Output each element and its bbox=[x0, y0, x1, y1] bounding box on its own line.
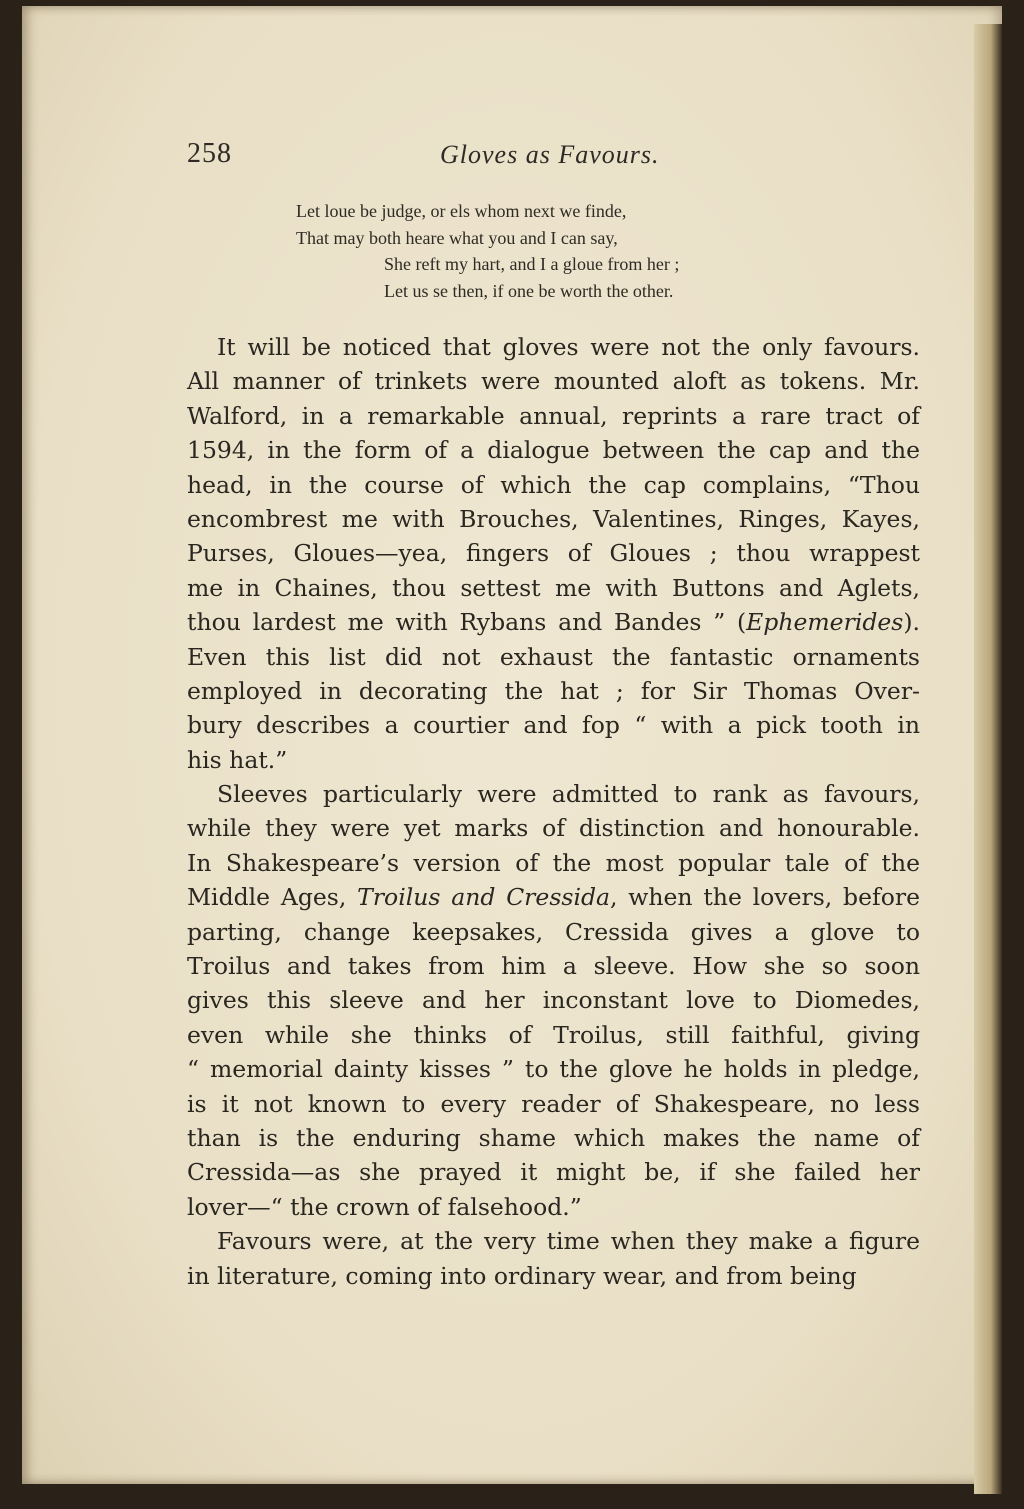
text-line: head, in the course of which the cap complains, “Thou bbox=[187, 470, 920, 499]
verse-line: Let us se then, if one be worth the other. bbox=[384, 280, 674, 301]
text-line: bury describes a courtier and fop “ with a pick tooth in bbox=[187, 711, 920, 740]
verse-line: She reft my hart, and I a gloue from her ; bbox=[384, 254, 680, 274]
body-text bbox=[187, 330, 920, 1293]
text-line: Purses, Gloues—yea, fingers of Gloues ; thou wrappest bbox=[187, 539, 920, 568]
text-line: encombrest me with Brouches, Valentines, Ringes, Kayes, bbox=[187, 504, 920, 533]
text-line: thou lardest me with Rybans and Bandes ” (Ephemerides). bbox=[187, 608, 920, 637]
text-line: 1594, in the form of a dialogue between the cap and the bbox=[187, 436, 920, 465]
page-header bbox=[187, 138, 922, 178]
text-line: All manner of trinkets were mounted aloft as tokens. Mr. bbox=[187, 367, 920, 396]
page-number: 258 bbox=[187, 138, 232, 169]
text-line: parting, change keepsakes, Cressida gives a glove to bbox=[187, 917, 920, 946]
text-line: even while she thinks of Troilus, still faithful, giving bbox=[187, 1020, 920, 1049]
paragraph-2 bbox=[187, 777, 920, 1224]
text-line: Sleeves particularly were admitted to rank as favours, bbox=[217, 780, 920, 809]
text-line: his hat.” bbox=[187, 745, 288, 774]
text-line: Walford, in a remarkable annual, reprints a rare tract of bbox=[187, 401, 920, 430]
text-line: than is the enduring shame which makes the name of bbox=[187, 1123, 920, 1152]
text-line: “ memorial dainty kisses ” to the glove he holds in pledge, bbox=[187, 1055, 920, 1084]
text-line: gives this sleeve and her inconstant love to Diomedes, bbox=[187, 986, 920, 1015]
text-line: in literature, coming into ordinary wear, and from being bbox=[187, 1261, 857, 1290]
text-line: Even this list did not exhaust the fantastic ornaments bbox=[187, 642, 920, 671]
page-edge-shadow bbox=[974, 24, 1002, 1494]
paragraph-3 bbox=[187, 1224, 920, 1293]
verse-quotation bbox=[296, 198, 796, 304]
text-line: while they were yet marks of distinction and honourable. bbox=[187, 814, 920, 843]
text-line: employed in decorating the hat ; for Sir Thomas Over- bbox=[187, 676, 920, 705]
running-title: Gloves as Favours. bbox=[440, 140, 660, 169]
text-line: Favours were, at the very time when they make a figure bbox=[217, 1227, 920, 1256]
verse-line: That may both heare what you and I can say, bbox=[296, 227, 618, 248]
verse-line: Let loue be judge, or els whom next we finde, bbox=[296, 201, 627, 221]
text-line: is it not known to every reader of Shakespeare, no less bbox=[187, 1089, 920, 1118]
text-line: Cressida—as she prayed it might be, if she failed her bbox=[187, 1158, 920, 1187]
book-page bbox=[22, 6, 1002, 1484]
text-line: Middle Ages, Troilus and Cressida, when the lovers, before bbox=[187, 883, 920, 912]
text-line: In Shakespeare’s version of the most popular tale of the bbox=[187, 848, 920, 877]
text-line: me in Chaines, thou settest me with Buttons and Aglets, bbox=[187, 573, 920, 602]
text-line: lover—“ the crown of falsehood.” bbox=[187, 1192, 582, 1221]
text-line: Troilus and takes from him a sleeve. How she so soon bbox=[187, 952, 920, 981]
text-line: It will be noticed that gloves were not the only favours. bbox=[217, 333, 920, 361]
paragraph-1 bbox=[187, 330, 920, 777]
